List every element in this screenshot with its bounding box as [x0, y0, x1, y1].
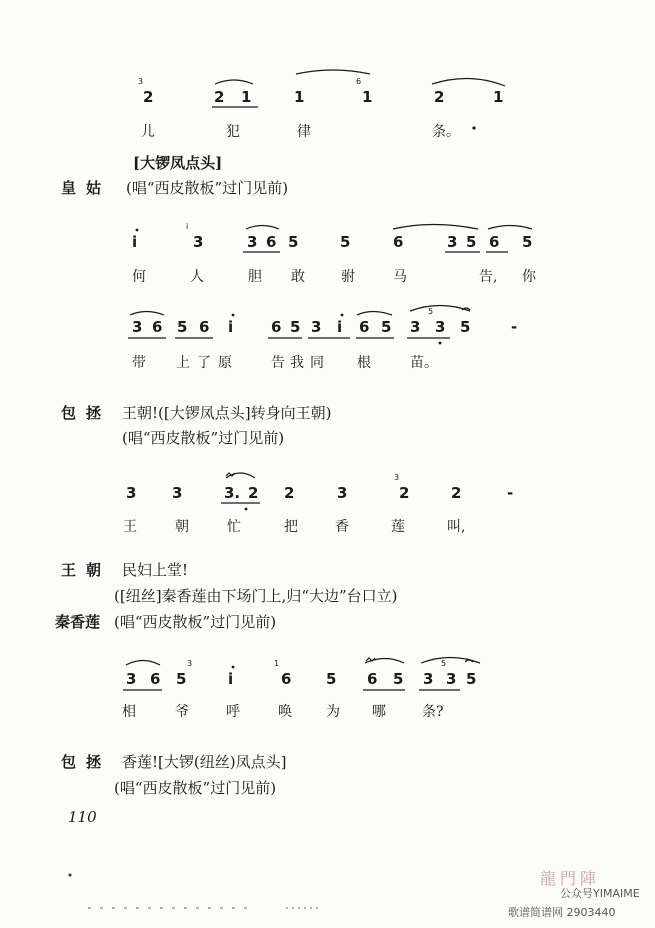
slur — [246, 226, 279, 230]
note: 6 — [271, 318, 282, 336]
grace-note: 1 — [274, 659, 280, 668]
punctuation-dot — [472, 126, 475, 129]
note: 3 — [132, 318, 143, 336]
lyric: 上 — [176, 355, 190, 371]
lyric: 原 — [218, 355, 232, 371]
slur — [215, 80, 253, 84]
stage-direction: (唱“西皮散板”过门见前) — [114, 779, 277, 797]
note: 5 — [466, 233, 477, 251]
note: 3 — [126, 484, 137, 502]
note: i — [337, 318, 343, 336]
percussion-cue: [大锣凤点头] — [133, 154, 223, 172]
note: 1 — [362, 88, 373, 106]
lyric: 了 — [197, 355, 211, 371]
note: 2 — [143, 88, 154, 106]
grace-note: i — [186, 222, 189, 231]
note: 5 — [522, 233, 533, 251]
lyric: 唤 — [278, 704, 292, 720]
lyric: 敢 — [291, 269, 305, 285]
slur — [126, 661, 160, 666]
slur — [357, 312, 392, 316]
note: 5 — [326, 670, 337, 688]
stage-direction: ([纽丝]秦香莲由下场门上,归“大边”台口立) — [114, 587, 398, 605]
note: 5 — [290, 318, 301, 336]
grace-note: 6 — [356, 77, 362, 86]
note: 6 — [393, 233, 404, 251]
lyric: 忙 — [227, 519, 241, 535]
note: 6 — [281, 670, 292, 688]
grace-note: 5 — [428, 307, 434, 316]
note: 3 — [423, 670, 434, 688]
lower-dot — [245, 508, 248, 511]
lyric: 你 — [522, 269, 536, 285]
note: 3 — [435, 318, 446, 336]
speaker-name: 包拯 — [61, 753, 112, 771]
lyric: 呼 — [226, 704, 240, 720]
note: 5 — [340, 233, 351, 251]
note: 2 — [434, 88, 445, 106]
note: 6 — [367, 670, 378, 688]
note: 2 — [214, 88, 225, 106]
slur — [296, 70, 370, 74]
note: 3 — [311, 318, 322, 336]
note: 5 — [177, 318, 188, 336]
stage-direction: (唱“西皮散板”过门见前) — [114, 613, 277, 631]
note: - — [507, 484, 514, 502]
lyric: 马 — [393, 269, 407, 285]
grace-note: 5 — [441, 659, 447, 668]
octave-dot — [232, 314, 235, 317]
stage-direction: (唱“西皮散板”过门见前) — [126, 179, 289, 197]
note: 3 — [126, 670, 137, 688]
note: 6 — [150, 670, 161, 688]
lyric: 带 — [132, 355, 146, 371]
speaker-name: 王朝 — [61, 561, 112, 579]
lyric: 犯 — [226, 124, 240, 140]
note: 2 — [284, 484, 295, 502]
grace-note: 3 — [187, 659, 193, 668]
lyric: 叫, — [447, 519, 466, 535]
note: 1 — [294, 88, 305, 106]
page-number: 110 — [68, 808, 97, 826]
speaker-name: 秦香莲 — [55, 613, 101, 631]
note: i — [228, 318, 234, 336]
note: 3 — [193, 233, 204, 251]
note: 3 — [446, 670, 457, 688]
watermark-line: 公众号YIMAIME — [560, 887, 640, 900]
note: 3 — [410, 318, 421, 336]
lyric: 儿 — [141, 124, 155, 140]
note: 2 — [248, 484, 259, 502]
note: i — [228, 670, 234, 688]
watermark-line: 歌谱简谱网 2903440 — [508, 906, 616, 919]
lyric: 根 — [357, 355, 371, 371]
dialogue-line: 王朝!([大锣凤点头]转身向王朝) — [122, 404, 332, 422]
note: 6 — [152, 318, 163, 336]
lyric: 律 — [297, 124, 311, 140]
octave-dot — [136, 229, 139, 232]
speaker-name: 包拯 — [61, 404, 112, 422]
octave-dot — [232, 666, 235, 669]
note: 6 — [359, 318, 370, 336]
lyric: 驸 — [341, 269, 355, 285]
lyric: 苗。 — [410, 355, 438, 371]
lyric: 王 — [123, 519, 137, 535]
fermata — [465, 660, 473, 662]
lyric: 爷 — [175, 704, 189, 720]
note: 5 — [393, 670, 404, 688]
lyric: 告 — [271, 355, 285, 371]
note: 5 — [381, 318, 392, 336]
grace-note: 3 — [394, 473, 400, 482]
note: 3 — [447, 233, 458, 251]
octave-dot — [341, 314, 344, 317]
lyric: 哪 — [372, 704, 386, 720]
speaker-name: 皇姑 — [61, 179, 112, 197]
lyric: 把 — [284, 519, 298, 535]
note: 6 — [489, 233, 500, 251]
lyric: 相 — [122, 704, 136, 720]
note: 2 — [399, 484, 410, 502]
lyric: 条? — [422, 704, 444, 720]
slur — [130, 312, 164, 316]
lyric: 何 — [132, 269, 146, 285]
note: i — [132, 233, 138, 251]
lyric: 香 — [335, 519, 349, 535]
slur — [393, 225, 478, 230]
note: 2 — [451, 484, 462, 502]
note: 3 — [172, 484, 183, 502]
note: 1 — [241, 88, 252, 106]
lyric: 同 — [310, 355, 324, 371]
note: 3 — [247, 233, 258, 251]
slur — [432, 78, 505, 86]
lyric: 为 — [326, 704, 340, 720]
dialogue-line: 民妇上堂! — [122, 561, 189, 579]
note: 5 — [176, 670, 187, 688]
stage-direction: (唱“西皮散板”过门见前) — [122, 429, 285, 447]
scan-noise — [69, 874, 72, 877]
lyric: 我 — [290, 355, 304, 371]
note: - — [511, 318, 518, 336]
lyric: 人 — [190, 269, 204, 285]
note: 5 — [466, 670, 477, 688]
note: 5 — [460, 318, 471, 336]
note: 1 — [493, 88, 504, 106]
watermark-logo: 龍門陣 — [540, 869, 601, 888]
lower-dot — [439, 342, 442, 345]
note: 6 — [266, 233, 277, 251]
slur — [410, 306, 470, 312]
grace-note: 3 — [138, 77, 144, 86]
slur — [488, 226, 532, 230]
note: 3. — [224, 484, 241, 502]
lyric: 胆 — [248, 269, 262, 285]
note: 5 — [288, 233, 299, 251]
lyric: 条。 — [432, 124, 460, 140]
note: 6 — [199, 318, 210, 336]
lyric: 莲 — [391, 519, 405, 535]
dialogue-line: 香莲![大锣(纽丝)凤点头] — [122, 753, 287, 771]
note: 3 — [337, 484, 348, 502]
lyric: 告, — [479, 269, 498, 285]
lyric: 朝 — [175, 519, 189, 535]
